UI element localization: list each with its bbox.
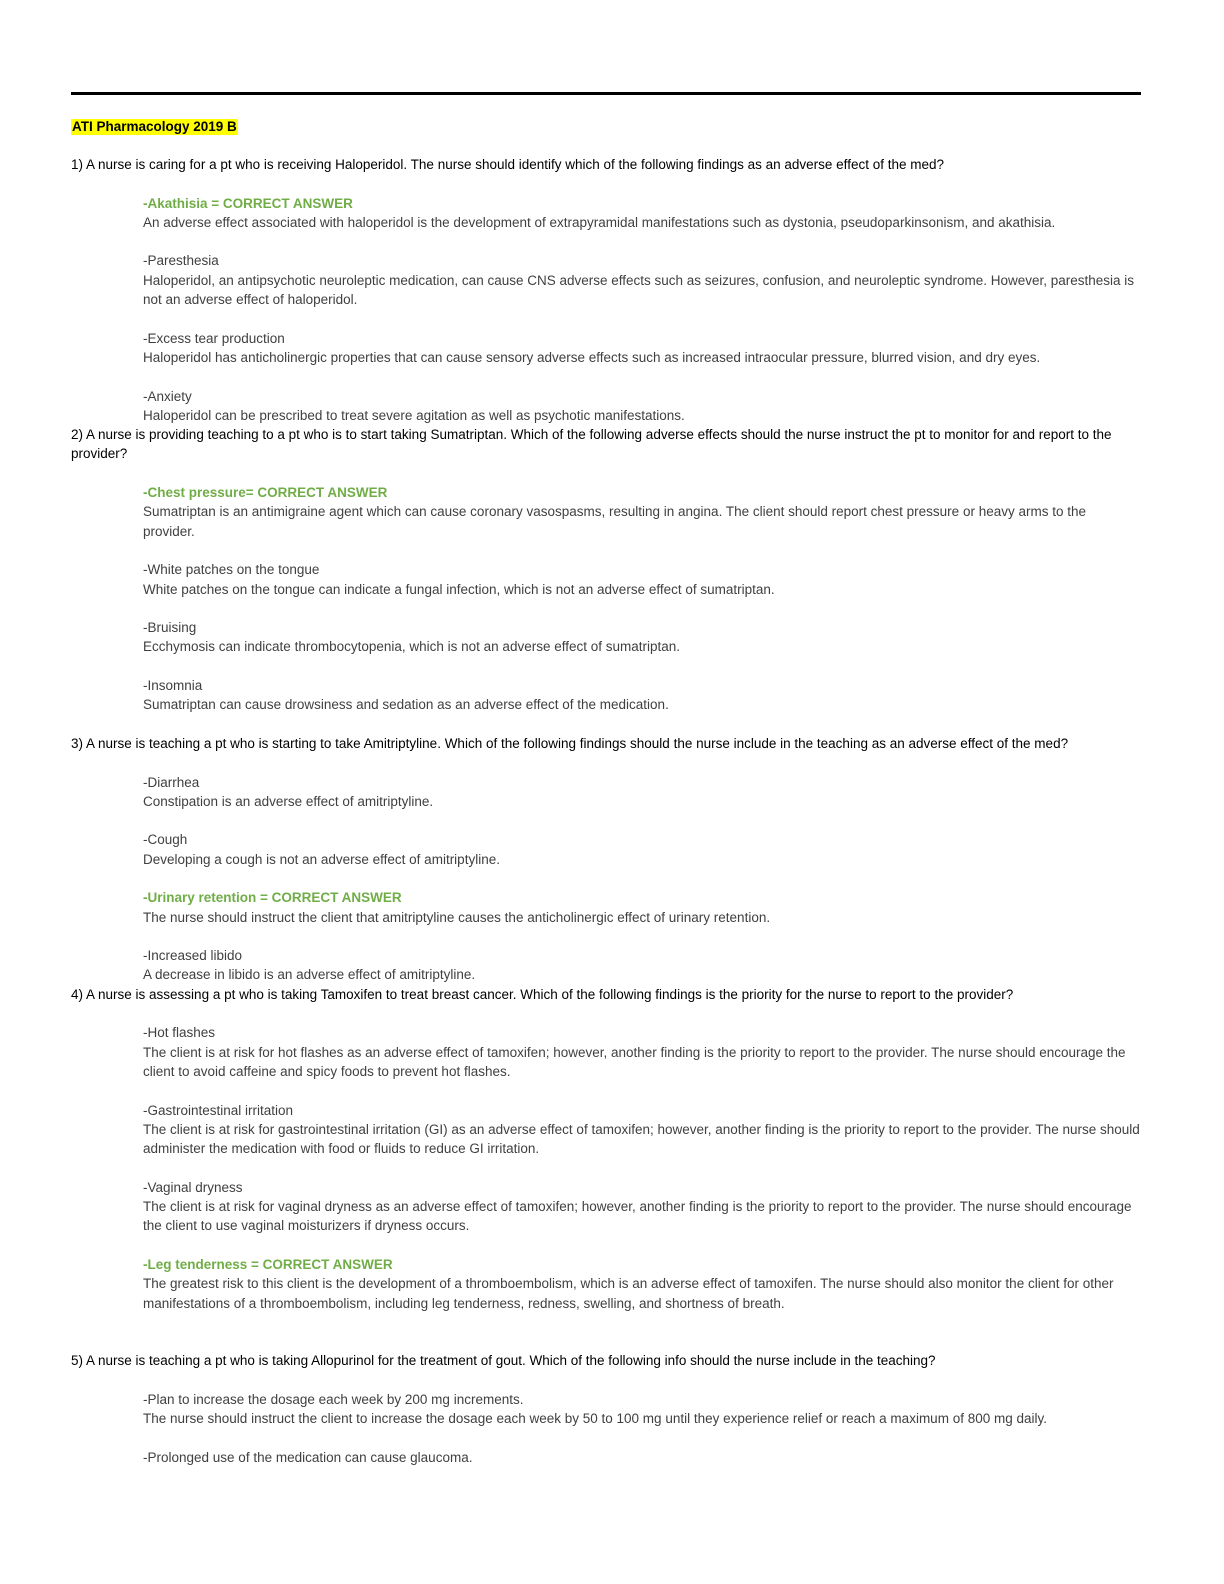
- answer-rationale: The nurse should instruct the client that amitriptyline causes the anticholinergic effect of urinary retention.: [143, 909, 771, 925]
- answer-label: -Cough: [143, 832, 188, 848]
- answer-label: -Anxiety: [143, 388, 192, 404]
- answer-rationale: An adverse effect associated with haloperidol is the development of extrapyramidal manifestations such as dystonia, pseudoparkinsonism, and akathisia.: [143, 214, 1056, 230]
- question-block: [71, 155, 1141, 425]
- correct-answer-label: -Akathisia = CORRECT ANSWER: [143, 195, 353, 211]
- answer-label: -Paresthesia: [143, 253, 219, 269]
- answer-option: [143, 483, 1141, 541]
- answer-option: [143, 773, 1141, 812]
- answer-option: [143, 251, 1141, 309]
- answer-rationale: The client is at risk for gastrointestinal irritation (GI) as an adverse effect of tamoxifen; however, another finding is the priority to report to the provider. The nurse should administer the medication with food or fluids to reduce GI irritation.: [143, 1121, 1140, 1157]
- answer-rationale: The nurse should instruct the client to increase the dosage each week by 50 to 100 mg until they experience relief or reach a maximum of 800 mg daily.: [143, 1411, 1047, 1427]
- answer-label: -White patches on the tongue: [143, 562, 320, 578]
- answer-rationale: Developing a cough is not an adverse effect of amitriptyline.: [143, 851, 500, 867]
- answer-rationale: White patches on the tongue can indicate a fungal infection, which is not an adverse effect of sumatriptan.: [143, 581, 775, 597]
- answer-option: [143, 560, 1141, 599]
- question-text: 5) A nurse is teaching a pt who is taking Allopurinol for the treatment of gout. Which of the following info should the nurse include in the teaching?: [71, 1353, 936, 1369]
- answer-label: -Gastrointestinal irritation: [143, 1102, 294, 1118]
- answer-option: [143, 1101, 1141, 1159]
- question-block: [71, 985, 1141, 1313]
- answer-option: [143, 618, 1141, 657]
- question-block: [71, 734, 1141, 985]
- question-block: [71, 425, 1141, 714]
- question-text: 4) A nurse is assessing a pt who is taking Tamoxifen to treat breast cancer. Which of the following findings is the priority for the nurse to report to the provider?: [71, 986, 1014, 1002]
- answer-option: [143, 194, 1141, 233]
- answer-option: [143, 1255, 1141, 1313]
- answer-option: [143, 1390, 1141, 1429]
- answer-rationale: Haloperidol has anticholinergic properties that can cause sensory adverse effects such as increased intraocular pressure, blurred vision, and dry eyes.: [143, 349, 1041, 365]
- answer-label: -Insomnia: [143, 678, 203, 694]
- document-page: [71, 92, 1141, 1467]
- answer-rationale: Sumatriptan can cause drowsiness and sedation as an adverse effect of the medication.: [143, 697, 669, 713]
- question-text: 3) A nurse is teaching a pt who is starting to take Amitriptyline. Which of the following findings should the nurse include in the teaching as an adverse effect of the med?: [71, 735, 1069, 751]
- answer-options: [143, 773, 1141, 985]
- answer-rationale: A decrease in libido is an adverse effect of amitriptyline.: [143, 967, 476, 983]
- correct-answer-label: -Leg tenderness = CORRECT ANSWER: [143, 1256, 393, 1272]
- answer-option: [143, 946, 1141, 985]
- answer-options: [143, 1023, 1141, 1312]
- answer-option: [143, 888, 1141, 927]
- answer-options: [143, 1390, 1141, 1467]
- document-title: ATI Pharmacology 2019 B: [72, 119, 237, 134]
- answer-option: [143, 329, 1141, 368]
- answer-label: -Plan to increase the dosage each week by 200 mg increments.: [143, 1392, 524, 1407]
- answer-label: -Prolonged use of the medication can cause glaucoma.: [143, 1449, 473, 1465]
- question-block: [71, 1351, 1141, 1467]
- answer-label: -Diarrhea: [143, 774, 200, 790]
- answer-rationale: Haloperidol can be prescribed to treat severe agitation as well as psychotic manifestations.: [143, 407, 685, 423]
- correct-answer-label: -Chest pressure= CORRECT ANSWER: [143, 485, 388, 501]
- answer-option: [143, 1178, 1141, 1236]
- answer-label: -Bruising: [143, 620, 197, 636]
- correct-answer-label: -Urinary retention = CORRECT ANSWER: [143, 890, 402, 906]
- answer-option: [143, 387, 1141, 426]
- answer-label: -Excess tear production: [143, 330, 285, 346]
- answer-rationale: Haloperidol, an antipsychotic neuroleptic medication, can cause CNS adverse effects such as seizures, confusion, and neuroleptic syndrome. However, paresthesia is not an adverse effect of haloperidol.: [143, 272, 1135, 308]
- answer-rationale: The client is at risk for hot flashes as an adverse effect of tamoxifen; however, another finding is the priority to report to the provider. The nurse should encourage the client to avoid caffeine and spicy foods to prevent hot flashes.: [143, 1044, 1126, 1079]
- question-text: 2) A nurse is providing teaching to a pt who is to start taking Sumatriptan. Which of the following adverse effects should the nurse instruct the pt to monitor for and report to the provider?: [71, 427, 1112, 462]
- answer-label: -Hot flashes: [143, 1025, 216, 1041]
- answer-rationale: The client is at risk for vaginal dryness as an adverse effect of tamoxifen; however, another finding is the priority to report to the provider. The nurse should encourage the client to use vaginal moisturizers if dryness occurs.: [143, 1199, 1132, 1234]
- answer-option: [143, 676, 1141, 715]
- answer-option: [143, 1023, 1141, 1081]
- answer-rationale: Ecchymosis can indicate thrombocytopenia, which is not an adverse effect of sumatriptan.: [143, 639, 681, 655]
- answer-rationale: The greatest risk to this client is the development of a thromboembolism, which is an adverse effect of tamoxifen. The nurse should also monitor the client for other manifestations of a thromboembolism, including leg tenderness, redness, swelling, and shortness of breath.: [143, 1276, 1114, 1311]
- answer-option: [143, 830, 1141, 869]
- answer-rationale: Constipation is an adverse effect of amitriptyline.: [143, 793, 434, 809]
- answer-label: -Vaginal dryness: [143, 1179, 243, 1195]
- answer-rationale: Sumatriptan is an antimigraine agent which can cause coronary vasospasms, resulting in angina. The client should report chest pressure or heavy arms to the provider.: [143, 504, 1086, 539]
- question-text: 1) A nurse is caring for a pt who is receiving Haloperidol. The nurse should identify which of the following findings as an adverse effect of the med?: [71, 157, 944, 172]
- answer-options: [143, 194, 1141, 426]
- answer-option: [143, 1448, 1141, 1467]
- answer-label: -Increased libido: [143, 948, 243, 964]
- answer-options: [143, 483, 1141, 715]
